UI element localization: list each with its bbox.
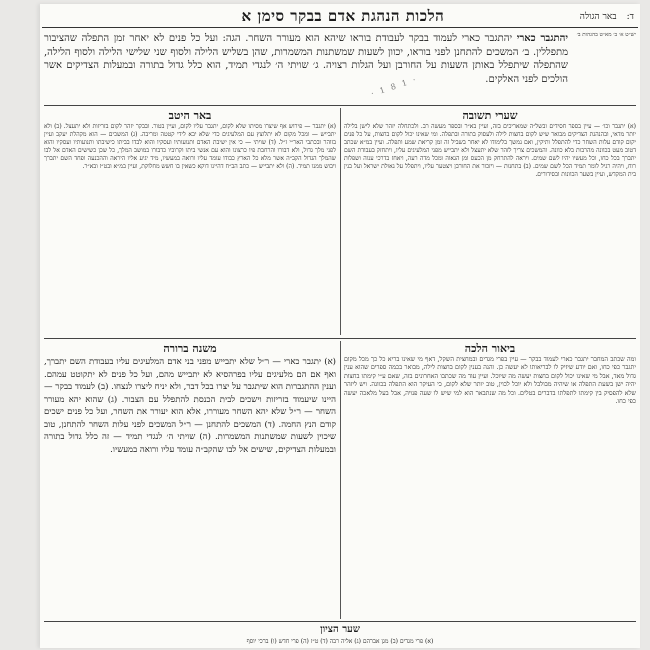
divider-top bbox=[44, 105, 636, 106]
divider-vertical-middle bbox=[340, 341, 341, 619]
column-title: משנה ברורה bbox=[163, 342, 217, 355]
column-text: (א) יתגבר — פירוש אף שיצרו מסיתו שלא לקום, יתגבר עליו לקום, ועיין בטור. ובבקר יזהר לקום בזריזות ולא יתעצל. (ב) ולא יתבייש — ומכל מקום לא יתלוצץ עם המלעיגים כדי שלא יבא לידי קטטה ומריבה. (ג) המשכים — הוא מקהלת יעקב ועיין בזוהר ובכתבי האר״י ז״ל. (ד) שויתי — כי אין ישיבת האדם ותנועותיו ועסקיו והוא לבדו בביתו כישיבתו ותנועותיו ועסקיו והוא לפני מלך גדול, ולא דבורו והרחבת פיו כרצונו והוא עם אנשי ביתו וקרוביו כדבורו במושב המלך, כל שכן כשישים האדם אל לבו שהמלך הגדול הקב״ה אשר מלא כל הארץ כבודו עומד עליו ורואה במעשיו, מיד יגיע אליו היראה וההכנעה ופחד השם יתברך ויבוש ממנו תמיד. (ה) ולא יתבייש — כתב הב״ח דהיינו דוקא כשאין בו חשש מחלוקת, ועיין במ״א ובט״ז ובא״ר. bbox=[44, 123, 336, 170]
column-text: ומה שכתב המחבר יתגבר כארי לעמוד בבקר — עיין בפרי מגדים ובמחצית השקל, דאף מי שאינו בריא כל כך מכל מקום יתגבר כפי כחו, ואם יודע שיזיק לו לבריאותו לא יעשה כן. והנה בענין לקום בחצות לילה, מבואר בכמה ספרים שהוא ענין גדול מאד, אבל מי שאינו יכול לקום בחצות יעשה מה שיוכל. ועיין עוד מה שכתבו האחרונים בזה, שאם ע״י קימתו בחצות יהיה ישן בשעת התפלה או שיהיה מבולבל ולא יוכל לכוין, טוב יותר שלא לקום, כי העיקר הוא התפלה בכוונה. ויש ליזהר שלא להפסיק בין קימתו לתפלתו בדברים בטלים. וכל מה שנתבאר הוא למי שיש לו שעה פנויה, אבל בעל מלאכה יעשה כפי כחו. bbox=[344, 356, 636, 406]
column-title: שערי תשובה bbox=[462, 109, 518, 122]
beer-heitev-column bbox=[44, 108, 336, 335]
mishna-berura-column bbox=[44, 341, 336, 619]
page bbox=[40, 4, 640, 648]
header-side bbox=[580, 11, 634, 22]
column-title: ביאור הלכה bbox=[464, 342, 516, 355]
divider-middle bbox=[44, 338, 636, 339]
biur-halacha-column bbox=[344, 341, 636, 619]
divider-vertical-top bbox=[340, 108, 341, 335]
column-title: באר היטב bbox=[168, 109, 212, 122]
footer-title: שער הציון bbox=[320, 624, 360, 635]
opening-section bbox=[44, 32, 636, 102]
page-marker: ד: bbox=[626, 12, 634, 22]
side-notes: יש״ט א׳ ב׳ מא״ט בהגהות ב׳ bbox=[576, 32, 636, 38]
page-header bbox=[42, 6, 638, 28]
watermark-stamp: · 1 8 1 · bbox=[369, 74, 419, 99]
running-head: הלכות הנהגת אדם בבקר סימן א bbox=[241, 7, 445, 25]
divider-bottom bbox=[44, 621, 636, 622]
main-paragraph: יהתגבר כארי לעמוד בבקר לעבודת בוראו שיהא הוא מעורר השחר. הגה: ועל כל פנים לא יאחר זמן התפלה שהציבור מתפללין. ב׳ המשכים להתחנן לפני בוראו, יכוון לשעות שמשתנות המשמרות, שהן בשליש הלילה ולסוף שני שלישי הלילה ולסוף הלילה, שהתפלה שיתפלל באותן השעות על החורבן ועל הגלות רצויה. ג׳ שויתי ה׳ לנגדי תמיד, הוא כלל גדול בתורה ובמעלות הצדיקים אשר הולכים לפני האלקים. bbox=[44, 33, 568, 85]
side-label: באר הגולה bbox=[579, 12, 617, 22]
footer-text: (א) פרי מגדים (ב) מגן אברהם (ג) אליה רבה (ד) ט״ז (ה) פרי חדש (ו) ברכי יוסף bbox=[246, 638, 434, 645]
column-text: (א) יתגבר וכו׳ — עיין בספר חסידים ובשל״ה שמאריכים בזה, ועיין בא״ר ובספר מעשה רב. ולכתחלה יזהר שלא לישן בלילה יותר מדאי, ובהנהגת הצדיקים מבואר שיש לקום בחצות לילה ולעסוק בתורה ובתפלה. ומי שאינו יכול לקום בחצות, על כל פנים יקום קודם עלות השחר כדי להתפלל ותיקין, ואם נמשך בלימודו לא יאחר בשביל זה זמן קריאת שמע ותפלה. ועיין במ״א שכתב דטוב מעט בכוונה מהרבות בלא כוונה. והמשכים צריך לזהר שלא יתעצל ולא יתבייש מפני המלעיגים עליו, ויתחזק בעבודת השם יתברך בכל כחו, וכל מעשיו יהיו לשם שמים. ויראה להתרחק מן הכעס ומן הגאוה ומכל מדה רעה, ויאחז בדרכי ענוה ושפלות רוח, ויהיה רגיל לומר תמיד הכל לשם שמים. (ב) בתחנות — ויזכור את החורבן ויצטער עליו, ויתפלל על גאולת ישראל ועל בנין בית המקדש, ועיין בשער הכוונות ובסידורים. bbox=[344, 123, 636, 178]
main-text bbox=[44, 32, 568, 102]
column-text: (א) יתגבר כארי — ר״ל שלא יתבייש מפני בני אדם המלעיגים עליו בעבודת השם יתברך, ואף אם הם מלעיגים עליו בפרהסיא לא יתבייש מהם, ועל כל פנים לא יתקוטט עמהם. וענין ההתגברות הוא שיתגבר על יצרו בכל דבר, ולא יניח ליצרו לנצחו. (ב) לעמוד בבקר — היינו שיעמוד בזריזות וישכים לבית הכנסת להתפלל עם הצבור. (ג) שהוא יהא מעורר השחר — ר״ל שלא יהא השחר מעוררו, אלא הוא יעורר את השחר, ועל כל פנים ישכים קודם הנץ החמה. (ד) המשכים להתחנן — ר״ל המשכים לפני עלות השחר להתחנן, טוב שיכוין לשעות שמשתנות המשמרות. (ה) שויתי ה׳ לנגדי תמיד — זה כלל גדול בתורה ובמעלות הצדיקים, שישים אל לבו שהקב״ה עומד עליו ורואה במעשיו. bbox=[44, 357, 336, 455]
lead-words: יהתגבר כארי bbox=[516, 33, 568, 44]
shaarei-teshuva-column bbox=[344, 108, 636, 335]
